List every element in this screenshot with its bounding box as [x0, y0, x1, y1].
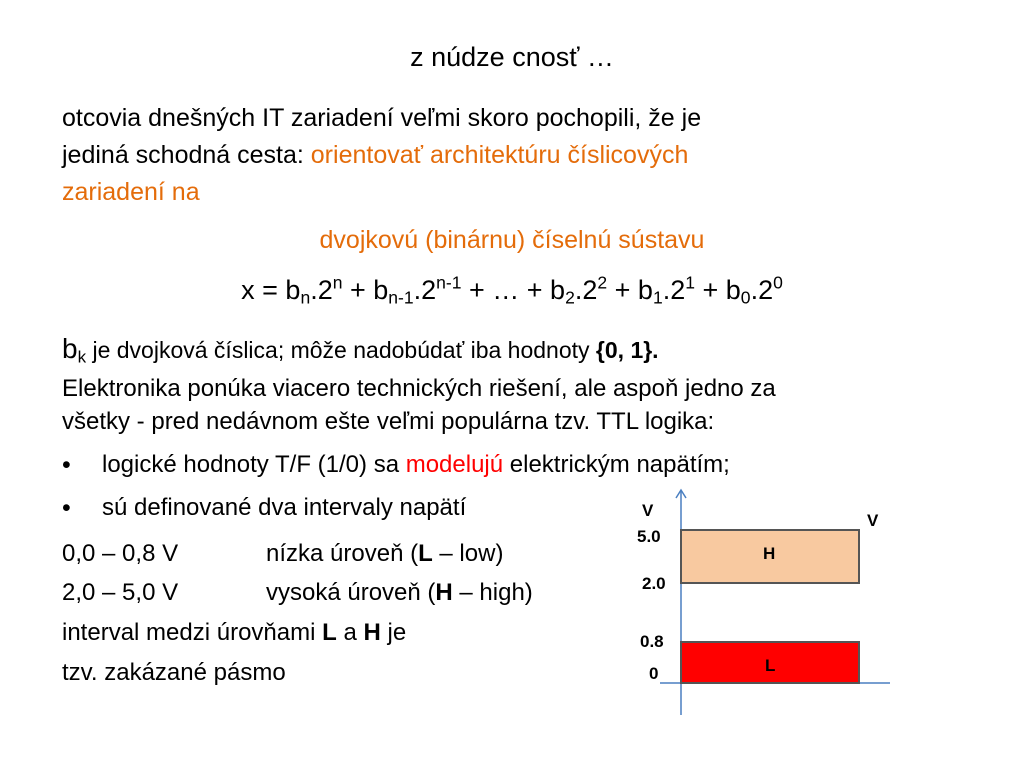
intro-line-1: otcovia dnešných IT zariadení veľmi skoro pochopili, že je [62, 104, 702, 132]
forbidden-band-line: tzv. zakázané pásmo [62, 659, 286, 686]
bullet-marker: • [62, 494, 71, 522]
intro-line-2 [62, 137, 688, 174]
intro-line-3: zariadení na [62, 178, 200, 206]
intro-line-2-plain: jediná schodná cesta: [62, 141, 311, 169]
tick-label: 0 [649, 664, 659, 683]
range-high-desc: vysoká úroveň (H – high) [266, 579, 533, 606]
axis-label-left: V [642, 501, 654, 520]
tick-label: 2.0 [642, 574, 666, 593]
range-high: 2,0 – 5,0 V [62, 579, 179, 606]
bk-definition: $b_k$ je dvojková číslica; môže nadobúdať iba hodnoty {0, 1}. [62, 333, 659, 367]
electronics-line-1: Elektronika ponúka viacero technických riešení, ale aspoň jedno za [62, 375, 776, 402]
axis-label-right: V [867, 511, 879, 530]
interval-line: interval medzi úrovňami L a H je [62, 619, 407, 646]
tick-label: 5.0 [637, 527, 661, 546]
intro-line-2-highlight: orientovať architektúru číslicových [310, 141, 689, 169]
voltage-level-diagram [620, 485, 900, 720]
low-band-label: L [765, 656, 776, 675]
binary-formula: $x = b_n.2^n + b_{n-1}.2^{n-1}$ + … + $b_2.2^2 + b_1.2^1 + b_0.2^0$ [241, 272, 783, 308]
bullet-voltage-intervals: sú definované dva intervaly napätí [102, 494, 467, 521]
electronics-line-2: všetky - pred nedávnom ešte veľmi populárna tzv. TTL logika: [62, 408, 715, 435]
high-band-label: H [763, 544, 776, 563]
bullet-marker: • [62, 451, 71, 479]
range-low: 0,0 – 0,8 V [62, 540, 179, 567]
bullet-voltage-model: logické hodnoty T/F (1/0) sa modelujú elektrickým napätím; [102, 451, 730, 478]
binary-system-heading: dvojkovú (binárnu) číselnú sústavu [319, 226, 705, 254]
range-low-desc: nízka úroveň (L – low) [266, 540, 504, 567]
slide-title: z núdze cnosť … [410, 42, 614, 72]
tick-label: 0.8 [640, 632, 664, 651]
